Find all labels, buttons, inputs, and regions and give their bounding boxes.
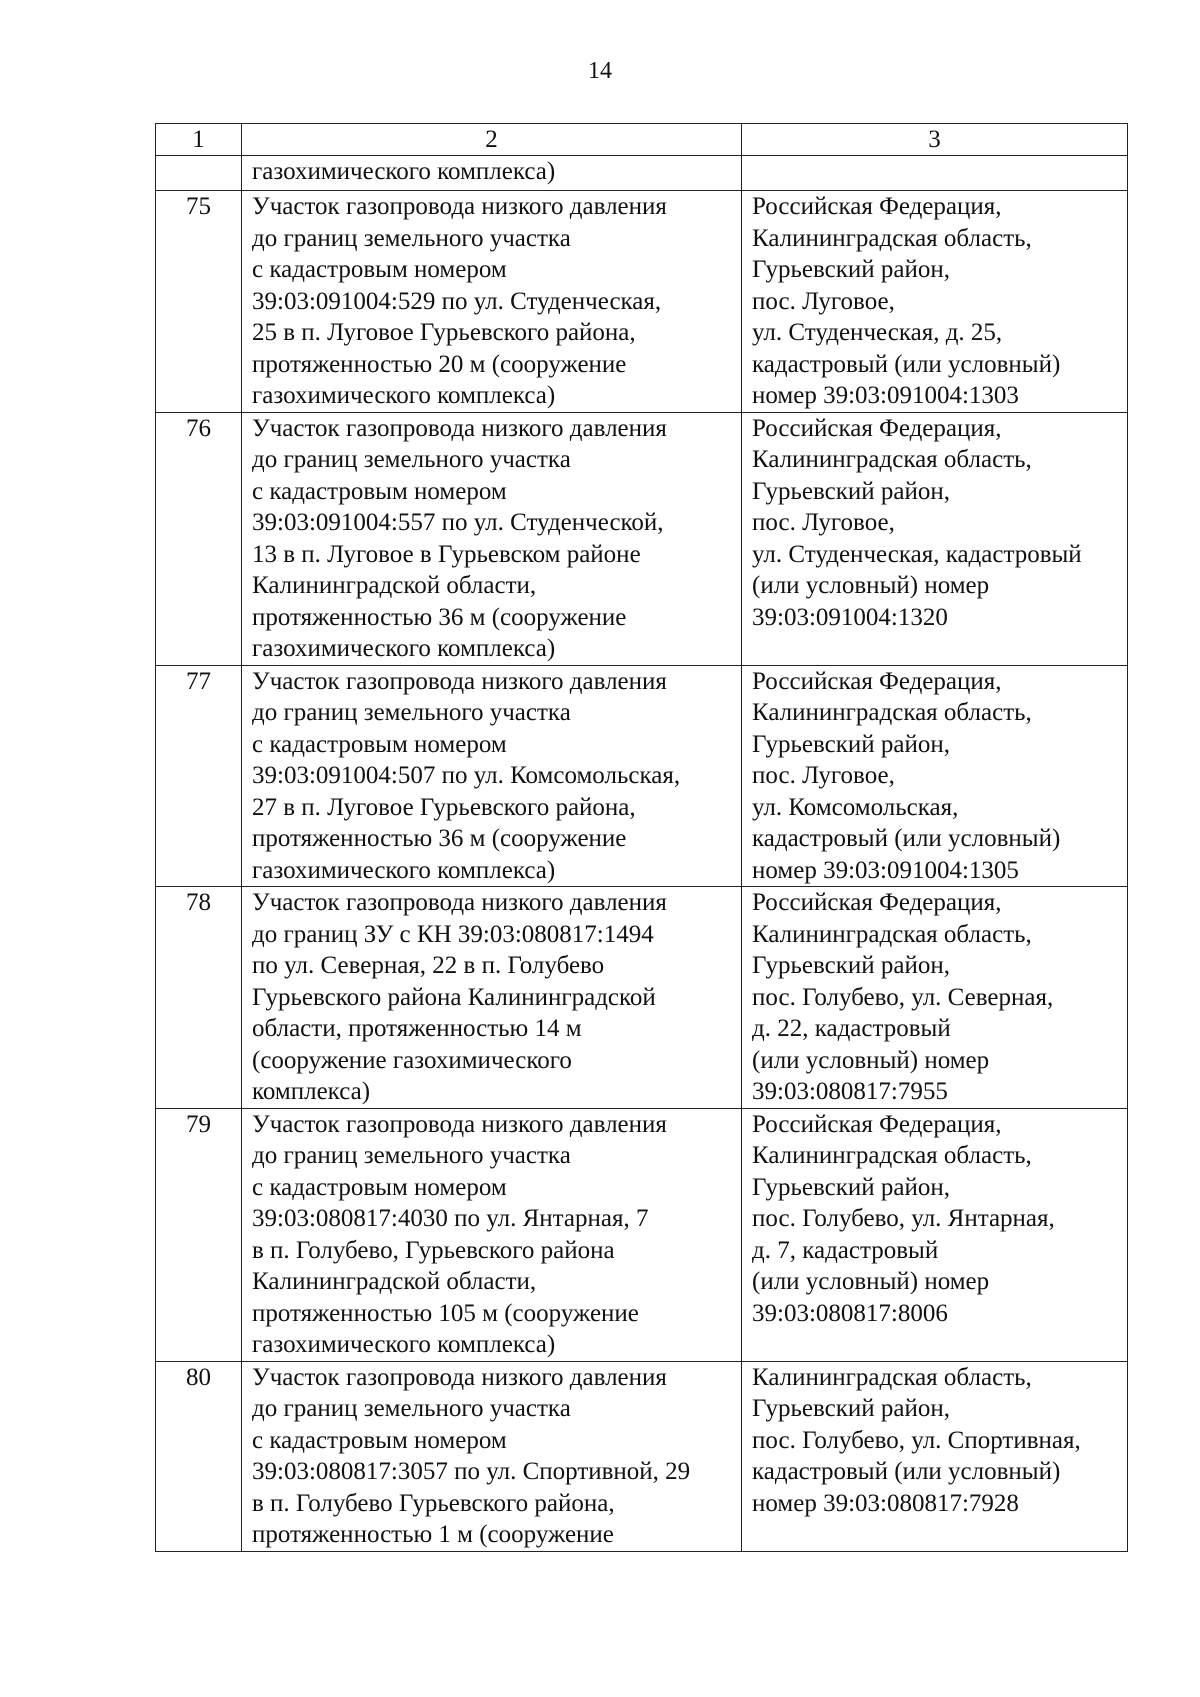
cell-text-line: 25 в п. Луговое Гурьевского района,: [252, 319, 636, 346]
cell-text-line: протяженностью 20 м (сооружение: [252, 350, 627, 378]
cell-text-line: с кадастровым номером: [252, 256, 507, 283]
column-header: 2: [242, 124, 742, 156]
cell-text-line: Российская Федерация,: [752, 193, 1002, 220]
cell-text-line: (или условный) номер: [752, 1268, 990, 1295]
cell-text-line: пос. Голубево, ул. Спортивная,: [752, 1426, 1081, 1454]
cell-text-line: до границ земельного участка: [252, 1142, 571, 1169]
table-row: [156, 156, 1128, 191]
table-header-row: [156, 124, 1128, 156]
cell-text-line: пос. Голубево, ул. Янтарная,: [752, 1205, 1055, 1232]
object-description: [242, 191, 742, 413]
cell-text-line: ул. Комсомольская,: [752, 793, 959, 821]
object-description: [242, 156, 742, 191]
cell-text-line: до границ земельного участка: [252, 446, 571, 473]
cell-text-line: 39:03:091004:557 по ул. Студенческой,: [252, 509, 664, 536]
row-number: 80: [156, 1361, 242, 1551]
cell-text-line: с кадастровым номером: [252, 730, 507, 758]
cell-text-line: (или условный) номер: [752, 1046, 990, 1074]
cell-text-line: Гурьевского района Калининградской: [252, 983, 656, 1011]
cell-text-line: Калининградской области,: [252, 1268, 537, 1295]
cell-text-line: комплекса): [252, 1078, 371, 1105]
cell-text-line: пос. Голубево, ул. Северная,: [752, 983, 1054, 1011]
row-number: 77: [156, 665, 242, 887]
row-number: 75: [156, 191, 242, 413]
cell-text-line: до границ земельного участка: [252, 1395, 571, 1422]
object-description: [242, 1361, 742, 1551]
cell-text-line: 27 в п. Луговое Гурьевского района,: [252, 793, 636, 821]
cell-text-line: Участок газопровода низкого давления: [252, 1110, 667, 1138]
cell-text-line: области, протяженностью 14 м: [252, 1015, 582, 1042]
table-row: [156, 191, 1128, 413]
cell-text-line: ул. Студенческая, д. 25,: [752, 319, 1003, 346]
cell-text-line: пос. Луговое,: [752, 762, 895, 789]
cell-text-line: Участок газопровода низкого давления: [252, 667, 667, 695]
cell-text-line: газохимического комплекса): [252, 856, 556, 884]
object-description: [242, 1108, 742, 1361]
object-address: [742, 156, 1128, 191]
cell-text-line: Калининградская область,: [752, 1142, 1032, 1169]
cell-text-line: Калининградская область,: [752, 1363, 1032, 1391]
row-number: [156, 156, 242, 191]
cell-text-line: Участок газопровода низкого давления: [252, 193, 667, 220]
cell-text-line: протяженностью 105 м (сооружение: [252, 1299, 639, 1327]
cell-text-line: кадастровый (или условный): [752, 1458, 1061, 1485]
object-address: [742, 1361, 1128, 1551]
cell-text-line: 39:03:080817:4030 по ул. Янтарная, 7: [252, 1205, 649, 1232]
cell-text-line: Гурьевский район,: [752, 1173, 951, 1201]
cell-text-line: Российская Федерация,: [752, 889, 1002, 916]
cell-text-line: Калининградской области,: [252, 572, 537, 599]
cell-text-line: Российская Федерация,: [752, 667, 1002, 695]
table-row: [156, 1108, 1128, 1361]
cell-text-line: протяженностью 1 м (сооружение: [252, 1521, 614, 1548]
cell-text-line: номер 39:03:091004:1305: [752, 856, 1019, 884]
cell-text-line: 39:03:080817:3057 по ул. Спортивной, 29: [252, 1458, 691, 1485]
cell-text-line: Российская Федерация,: [752, 414, 1002, 442]
row-number: 78: [156, 887, 242, 1109]
cell-text-line: газохимического комплекса): [252, 382, 556, 409]
cell-text-line: 39:03:091004:1320: [752, 603, 948, 631]
cell-text-line: Гурьевский район,: [752, 256, 951, 283]
cell-text-line: Калининградская область,: [752, 920, 1032, 948]
table-row: [156, 412, 1128, 665]
cell-text-line: (сооружение газохимического: [252, 1046, 572, 1074]
row-number: 79: [156, 1108, 242, 1361]
cell-text-line: номер 39:03:091004:1303: [752, 382, 1019, 409]
cell-text-line: пос. Луговое,: [752, 509, 895, 536]
cell-text-line: 39:03:080817:7955: [752, 1078, 948, 1105]
cell-text-line: Калининградская область,: [752, 446, 1032, 473]
cell-text-line: д. 22, кадастровый: [752, 1015, 951, 1042]
page-number: 14: [588, 58, 612, 84]
cell-text-line: Участок газопровода низкого давления: [252, 1363, 667, 1391]
column-header: 3: [742, 124, 1128, 156]
cell-text-line: 39:03:091004:507 по ул. Комсомольская,: [252, 762, 681, 789]
cell-text-line: кадастровый (или условный): [752, 825, 1061, 852]
cell-text-line: 39:03:091004:529 по ул. Студенческая,: [252, 287, 662, 315]
cell-text-line: Калининградская область,: [752, 224, 1032, 252]
cell-text-line: номер 39:03:080817:7928: [752, 1489, 1019, 1517]
cell-text-line: (или условный) номер: [752, 572, 990, 599]
objects-table: [155, 123, 1128, 1552]
cell-text-line: до границ ЗУ с КН 39:03:080817:1494: [252, 920, 654, 948]
object-address: [742, 887, 1128, 1109]
object-address: [742, 412, 1128, 665]
cell-text-line: 39:03:080817:8006: [752, 1299, 948, 1327]
cell-text-line: до границ земельного участка: [252, 699, 571, 726]
object-description: [242, 665, 742, 887]
cell-text-line: протяженностью 36 м (сооружение: [252, 825, 627, 852]
table-row: [156, 887, 1128, 1109]
cell-text-line: Гурьевский район,: [752, 477, 951, 505]
row-number: 76: [156, 412, 242, 665]
cell-text-line: газохимического комплекса): [252, 635, 556, 662]
cell-text-line: протяженностью 36 м (сооружение: [252, 603, 627, 631]
cell-text-line: Гурьевский район,: [752, 952, 951, 979]
cell-text-line: кадастровый (или условный): [752, 350, 1061, 378]
object-address: [742, 1108, 1128, 1361]
cell-text-line: с кадастровым номером: [252, 1173, 507, 1201]
cell-text-line: газохимического комплекса): [252, 158, 556, 185]
cell-text-line: 13 в п. Луговое в Гурьевском районе: [252, 540, 641, 568]
cell-text-line: в п. Голубево, Гурьевского района: [252, 1236, 615, 1264]
object-description: [242, 887, 742, 1109]
object-address: [742, 191, 1128, 413]
cell-text-line: Калининградская область,: [752, 699, 1032, 726]
cell-text-line: по ул. Северная, 22 в п. Голубево: [252, 952, 605, 979]
cell-text-line: пос. Луговое,: [752, 287, 895, 315]
cell-text-line: Участок газопровода низкого давления: [252, 414, 667, 442]
cell-text-line: в п. Голубево Гурьевского района,: [252, 1489, 615, 1517]
cell-text-line: ул. Студенческая, кадастровый: [752, 540, 1082, 568]
cell-text-line: с кадастровым номером: [252, 1426, 507, 1454]
table-row: [156, 665, 1128, 887]
cell-text-line: д. 7, кадастровый: [752, 1236, 939, 1264]
cell-text-line: Участок газопровода низкого давления: [252, 889, 667, 916]
cell-text-line: Российская Федерация,: [752, 1110, 1002, 1138]
object-description: [242, 412, 742, 665]
object-address: [742, 665, 1128, 887]
cell-text-line: Гурьевский район,: [752, 730, 951, 758]
cell-text-line: газохимического комплекса): [252, 1331, 556, 1358]
column-header: 1: [156, 124, 242, 156]
cell-text-line: до границ земельного участка: [252, 224, 571, 252]
table-row: [156, 1361, 1128, 1551]
cell-text-line: с кадастровым номером: [252, 477, 507, 505]
cell-text-line: Гурьевский район,: [752, 1395, 951, 1422]
